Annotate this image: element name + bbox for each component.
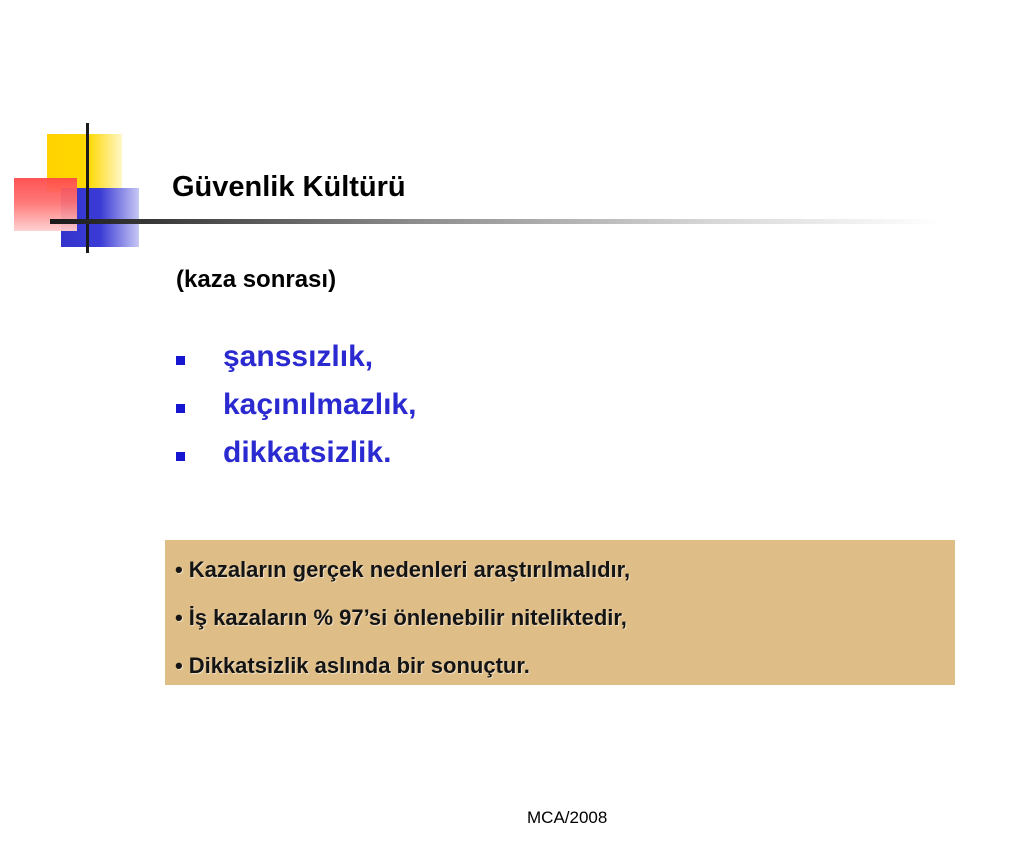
bullet-list [176, 333, 416, 477]
bullet-text: kaçınılmazlık, [223, 388, 417, 421]
list-item [176, 381, 416, 429]
vertical-divider [86, 123, 89, 253]
square-bullet-icon [176, 452, 185, 461]
decorative-squares [0, 0, 200, 270]
note-line [175, 642, 945, 690]
dot-bullet-icon: • [175, 653, 183, 678]
slide-footer: MCA/2008 [527, 808, 608, 827]
list-item [176, 333, 416, 381]
note-line [175, 594, 945, 642]
slide-subtitle: (kaza sonrası) [176, 266, 337, 293]
note-text: Dikkatsizlik aslında bir sonuçtur. [188, 653, 530, 678]
bullet-text: dikkatsizlik. [223, 436, 392, 469]
bullet-text: şanssızlık, [223, 340, 374, 373]
square-bullet-icon [176, 404, 185, 413]
note-box [165, 540, 955, 685]
note-line [175, 546, 945, 594]
slide-title: Güvenlik Kültürü [172, 171, 406, 203]
note-text: İş kazaların % 97’si önlenebilir niteliktedir, [188, 605, 627, 630]
dot-bullet-icon: • [175, 557, 183, 582]
dot-bullet-icon: • [175, 605, 183, 630]
list-item [176, 429, 416, 477]
title-underline [50, 219, 940, 224]
note-text: Kazaların gerçek nedenleri araştırılmalıdır, [188, 557, 631, 582]
square-bullet-icon [176, 356, 185, 365]
